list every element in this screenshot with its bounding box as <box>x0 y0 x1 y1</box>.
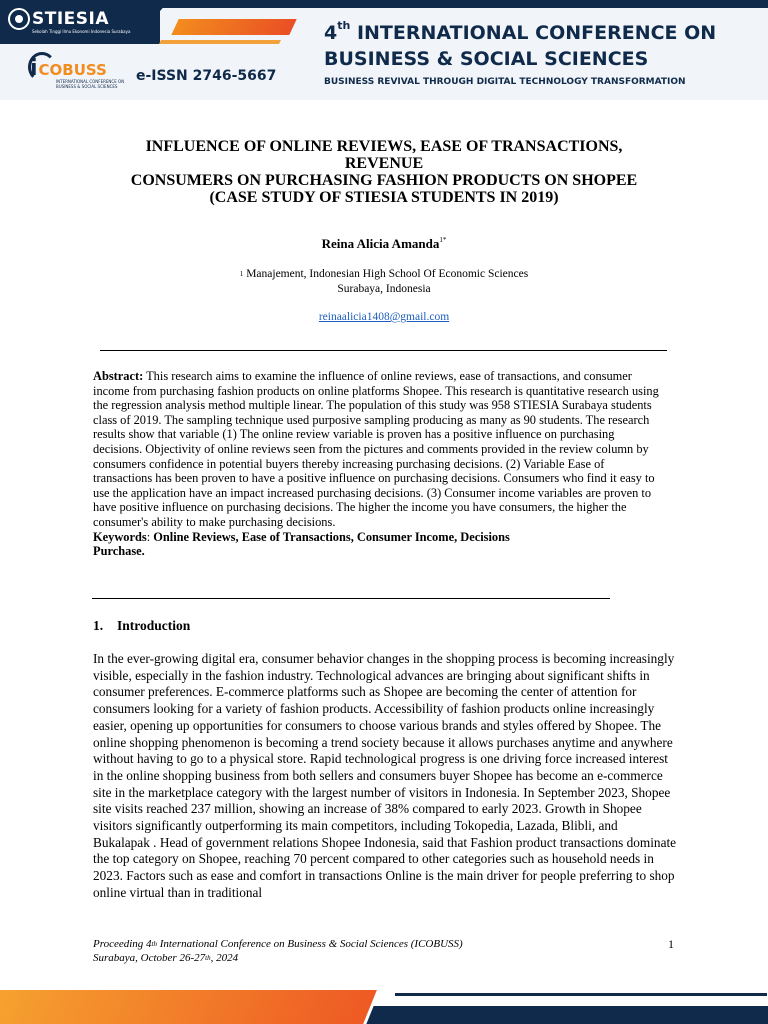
proceeding-ordinal: th <box>151 940 157 948</box>
footer-orange-stripe <box>0 990 377 1024</box>
abstract <box>93 369 663 559</box>
introduction-paragraph: In the ever-growing digital era, consumer behavior changes in the shopping process is becoming increasingly visible, especially in the fashion industry. Technological advances are bringing about significant shifts in consumer preferences. E-commerce platforms such as Shopee are becoming the center of attention for consumers looking for a variety of fashion products. Accessibility of fashion products online increasingly easier, opening up opportunities for consumers to choose various brands and styles offered by Shopee. The online shopping phenomenon is becoming a trend society because it allows purchases anytime and anywhere without having to go to a physical store. Rapid technological progress is one driving force increased interest in the online shopping business from both sellers and consumers buyer Shopee has become an e-commerce site in the marketplace category with the largest number of visitors in Indonesia. In September 2023, Shopee site visits reached 237 million, showing an increase of 38% compared to early 2023. Growth in Shopee visitors significantly outperforming its main competitors, including Tokopedia, Lazada, Blibli, and Bukalapak . Head of government relations Shopee Indonesia, said that Fashion product transactions dominate the top category on Shopee, reaching 70 percent compared to other categories such as household needs in 2023. Factors such as ease and comfort in transactions Online is the main driver for people preferring to shop online virtual than in traditional <box>93 651 677 900</box>
affiliation-line2: Surabaya, Indonesia <box>337 283 431 295</box>
affiliation <box>0 267 768 297</box>
conference-header-banner <box>0 0 768 100</box>
footer-blue-stripe <box>366 1006 768 1024</box>
keywords-colon: : <box>146 529 154 544</box>
icobuss-logo: iCOBUSS <box>30 56 107 81</box>
location-ordinal: th <box>205 954 211 962</box>
header-orange-stripe <box>171 19 296 35</box>
abstract-text: This research aims to examine the influence of online reviews, ease of transactions, and consumer income from purchasing fashion products on online platforms Shopee. This research is quantitative research using the regression analysis method multiple linear. The population of this study was 958 STIESIA Surabaya students class of 2019. The sampling technique used purposive sampling producing as many as 90 students. The research results show that variable (1) The online review variable is proven has a positive influence on purchasing decisions. Objectivity of online reviews seen from the pictures and comments provided in the review column by consumers confidence in potential buyers thereby increasing purchasing decisions. (2) Variable Ease of transactions has been proven to have a positive influence on purchasing decisions. Consumers who find it easy to use the application have an impact increased purchasing decisions. (3) Consumer income variables are proven to have positive influence on purchasing decisions. The higher the income you have consumers, the higher the consumer's ability to make purchasing decisions. <box>93 369 659 529</box>
conference-title <box>324 20 764 72</box>
conference-number: 4 <box>324 22 338 44</box>
header-orange-stripe-thin <box>159 40 281 44</box>
proceeding-prefix: Proceeding 4 <box>93 938 152 950</box>
proceeding-citation <box>93 937 463 965</box>
stiesia-name: STIESIA <box>32 9 110 29</box>
author-mark: 1* <box>439 236 447 244</box>
icobuss-logo-text: COBUSS <box>38 61 107 79</box>
stiesia-tagline: Sekolah Tinggi Ilmu Ekonomi Indonesia Surabaya <box>32 29 131 34</box>
author-name: Reina Alicia Amanda <box>321 236 440 251</box>
affiliation-mark: 1 <box>239 270 244 278</box>
issn-label: e-ISSN 2746-5667 <box>136 68 277 84</box>
conference-title-line2: BUSINESS & SOCIAL SCIENCES <box>324 48 649 70</box>
icobuss-logo-subtitle: INTERNATIONAL CONFERENCE ON BUSINESS & SOCIAL SCIENCES <box>56 79 125 89</box>
conference-subtitle: BUSINESS REVIVAL THROUGH DIGITAL TECHNOLOGY TRANSFORMATION <box>324 77 686 87</box>
stiesia-logo-icon <box>8 8 30 30</box>
keywords-list-cont: Purchase. <box>93 544 145 559</box>
location-suffix: , 2024 <box>210 952 239 964</box>
abstract-label: Abstract: <box>93 369 144 383</box>
keywords-label: Keywords <box>93 529 147 544</box>
divider-rule <box>100 350 667 351</box>
conference-title-line1: INTERNATIONAL CONFERENCE ON <box>350 22 717 44</box>
conference-ordinal: th <box>337 19 351 32</box>
author-email-link[interactable]: reinaalicia1408@gmail.com <box>318 311 450 323</box>
page-number: 1 <box>668 937 674 951</box>
header-logo-slant <box>130 0 170 44</box>
paper-title-line: (CASE STUDY OF STIESIA STUDENTS IN 2019) <box>209 189 559 206</box>
location-prefix: Surabaya, October 26-27 <box>93 952 206 964</box>
proceeding-suffix: International Conference on Business & Social Sciences (ICOBUSS) <box>157 938 463 950</box>
footer-blue-line <box>395 993 767 996</box>
affiliation-line1: Manajement, Indonesian High School Of Economic Sciences <box>243 268 529 280</box>
paper-title-line: CONSUMERS ON PURCHASING FASHION PRODUCTS ON SHOPEE <box>130 172 638 189</box>
author-line <box>0 236 768 252</box>
paper-title <box>80 138 688 206</box>
paper-title-line: INFLUENCE OF ONLINE REVIEWS, EASE OF TRANSACTIONS, <box>145 138 623 155</box>
section-number: 1. <box>93 618 104 633</box>
abstract-divider-rule <box>92 598 610 599</box>
section-title: Introduction <box>117 618 191 633</box>
paper-title-line: REVENUE <box>344 155 424 172</box>
footer-decorative-band <box>0 988 768 1024</box>
section-heading <box>93 618 190 634</box>
keywords-list: Online Reviews, Ease of Transactions, Consumer Income, Decisions <box>153 529 510 544</box>
